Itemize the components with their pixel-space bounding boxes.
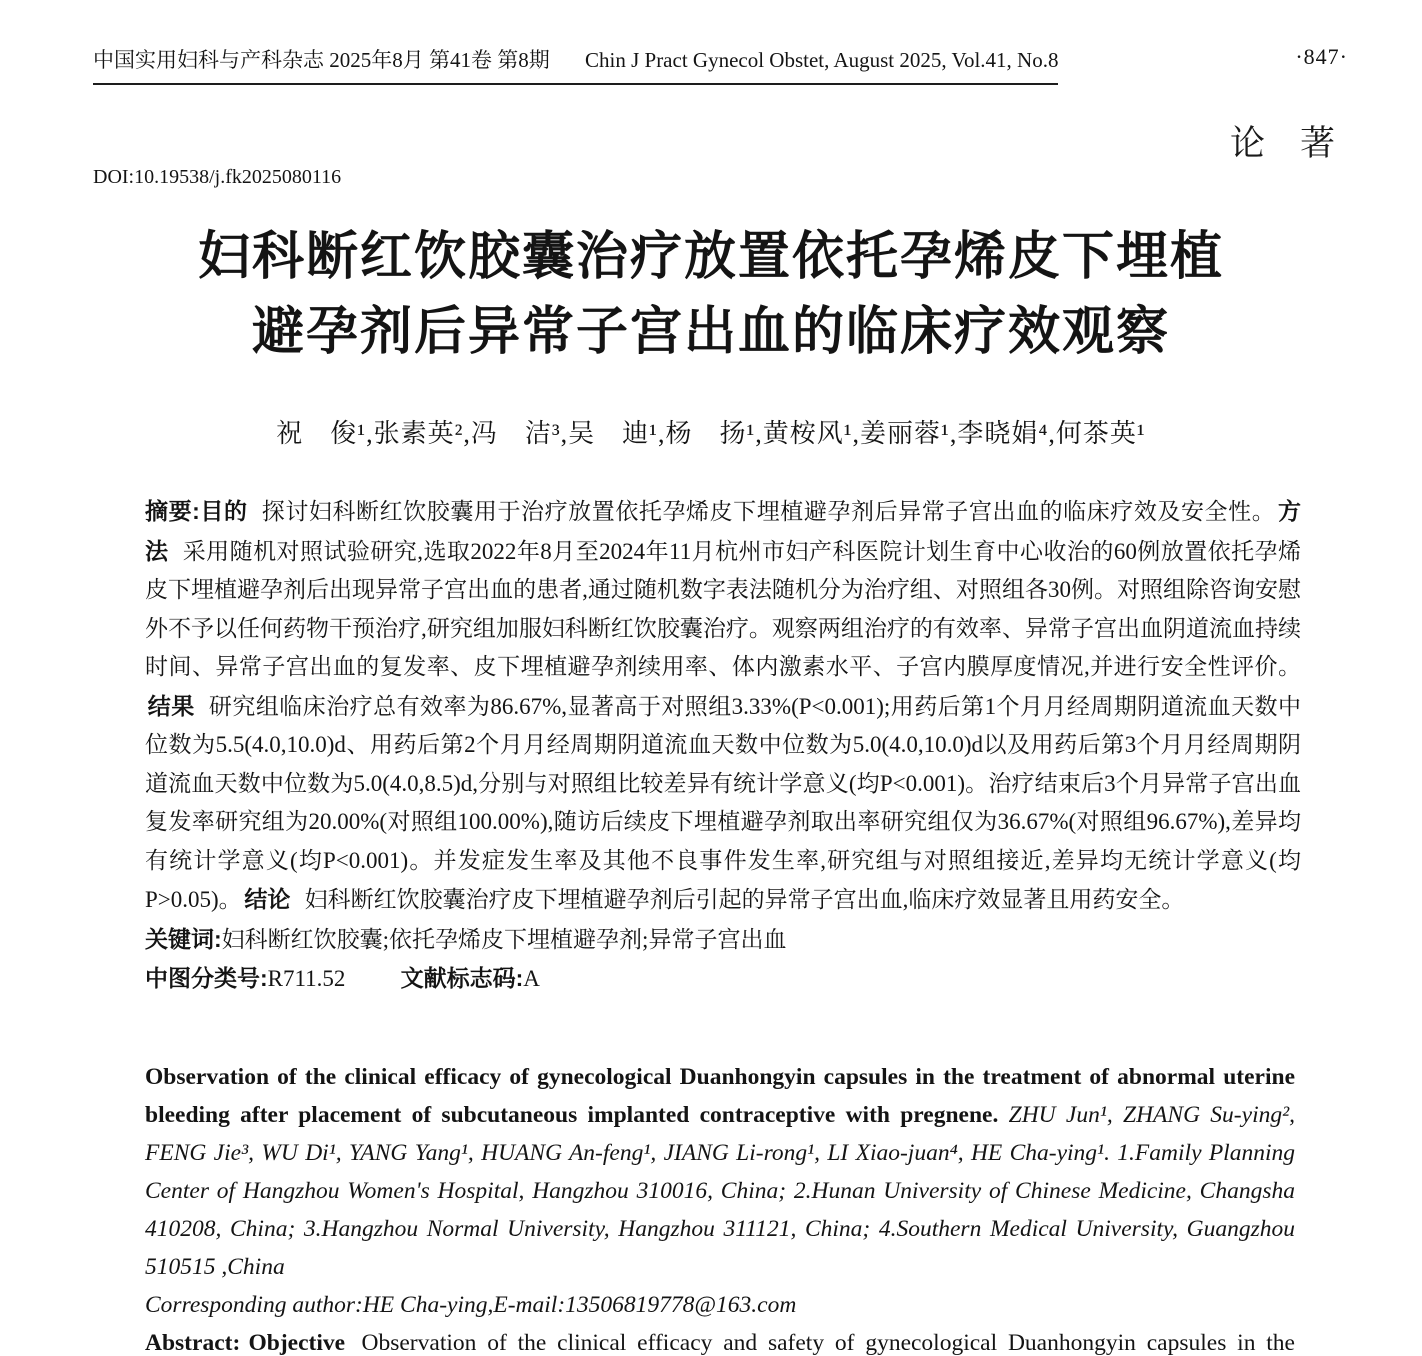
authors-affiliations-en: ZHU Jun¹, ZHANG Su-ying², FENG Jie³, WU Di¹, YANG Yang¹, HUANG An-feng¹, JIANG Li-rong¹, LI Xiao-juan⁴, HE Cha-ying¹. 1.Family Planning Center of Hangzhou Women's Hospital, Hangzhou 310016, China; 2.Hunan University of Chinese Medicine, Changsha 410208, China; 3.Hangzhou Normal University, Hangzhou 311121, China; 4.Southern Medical University, Guangzhou 510515 ,China: [145, 1102, 1296, 1280]
article-title-line2: 避孕剂后异常子宫出血的临床疗效观察: [251, 304, 1170, 361]
keywords-line: [145, 920, 1301, 960]
conclusion-text: 妇科断红饮胶囊治疗皮下埋植避孕剂后引起的异常子宫出血,临床疗效显著且用药安全。: [304, 887, 1185, 912]
corresponding-author-text: Corresponding author:HE Cha-ying,E-mail:13506819778@163.com: [145, 1292, 797, 1318]
results-label: 结果: [147, 692, 195, 719]
keywords-label: 关键词:: [145, 925, 222, 952]
abstract-label-en: Abstract:: [145, 1330, 241, 1356]
page-number: ·847·: [1295, 44, 1348, 69]
english-title-authors: [145, 1058, 1295, 1286]
methods-text: 采用随机对照试验研究,选取2022年8月至2024年11月杭州市妇产科医院计划生育中心收治的60例放置依托孕烯皮下埋植避孕剂后出现异常子宫出血的患者,通过随机数字表法随机分为治疗组、对照组各30例。对照组除咨询安慰外不予以任何药物干预治疗,研究组加服妇科断红饮胶囊治疗。观察两组治疗的有效率、异常子宫出血阴道流血持续时间、异常子宫出血的复发率、皮下埋植避孕剂续用率、体内激素水平、子宫内膜厚度情况,并进行安全性评价。: [145, 538, 1302, 679]
classification-line: [145, 959, 1301, 999]
doc-code-value: A: [523, 966, 540, 991]
results-text: 研究组临床治疗总有效率为86.67%,显著高于对照组3.33%(P<0.001);用药后第1个月月经周期阴道流血天数中位数为5.5(4.0,10.0)d、用药后第2个月月经周期阴道流血天数中位数为5.0(4.0,10.0)d以及用药后第3个月月经周期阴道流血天数中位数为5.0(4.0,8.5)d,分别与对照组比较差异有统计学意义(均P<0.001)。治疗结束后3个月异常子宫出血复发率研究组为20.00%(对照组100.00%),随访后续皮下埋植避孕剂取出率研究组仅为36.67%(对照组96.67%),差异均有统计学意义(均P<0.001)。并发症发生率及其他不良事件发生率,研究组与对照组接近,差异均无统计学意义(均P>0.05)。: [145, 693, 1302, 912]
english-section: [145, 1058, 1295, 1356]
clc-value: R711.52: [267, 966, 346, 991]
journal-title-en: Chin J Pract Gynecol Obstet, August 2025, Vol.41, No.8: [585, 48, 1059, 72]
english-abstract-text: Observation of the clinical efficacy and safety of gynecological Duanhongyin capsules in the: [361, 1330, 1295, 1356]
article-title-line1: 妇科断红饮胶囊治疗放置依托孕烯皮下埋植: [197, 229, 1224, 286]
article-title-cn: [0, 220, 1422, 370]
journal-title-cn: 中国实用妇科与产科杂志 2025年8月 第41卷 第8期: [93, 48, 550, 72]
objective-label-en: Objective: [248, 1330, 346, 1356]
english-abstract-paragraph: [145, 1324, 1295, 1356]
keywords-text: 妇科断红饮胶囊;依托孕烯皮下埋植避孕剂;异常子宫出血: [221, 926, 787, 952]
abstract-paragraph-cn: [145, 492, 1301, 920]
abstract-section-cn: [145, 492, 1301, 999]
article-title-en: Observation of the clinical efficacy of gynecological Duanhongyin capsules in the treatment of abnormal uterine bleeding after placement of subcutaneous implanted contraceptive with pregnene.: [145, 1064, 1295, 1128]
abstract-label: 摘要:: [145, 498, 200, 524]
objective-label: 目的: [199, 498, 248, 524]
doi-text: DOI:10.19538/j.fk2025080116: [93, 166, 342, 188]
journal-masthead: [93, 44, 1058, 85]
authors-cn: 祝 俊¹,张素英²,冯 洁³,吴 迪¹,杨 扬¹,黄桉风¹,姜丽蓉¹,李晓娟⁴,何茶英¹: [276, 419, 1146, 448]
corresponding-author-line: [145, 1286, 1295, 1324]
running-head: [93, 44, 1348, 85]
methods-label: 方法: [145, 498, 1302, 564]
conclusion-label: 结论: [244, 886, 291, 912]
objective-text: 探讨妇科断红饮胶囊用于治疗放置依托孕烯皮下埋植避孕剂后异常子宫出血的临床疗效及安全性。: [261, 499, 1276, 524]
article-type-label: 论 著: [1229, 124, 1335, 163]
doc-code-label: 文献标志码:: [400, 965, 524, 991]
clc-label: 中图分类号:: [145, 965, 268, 991]
